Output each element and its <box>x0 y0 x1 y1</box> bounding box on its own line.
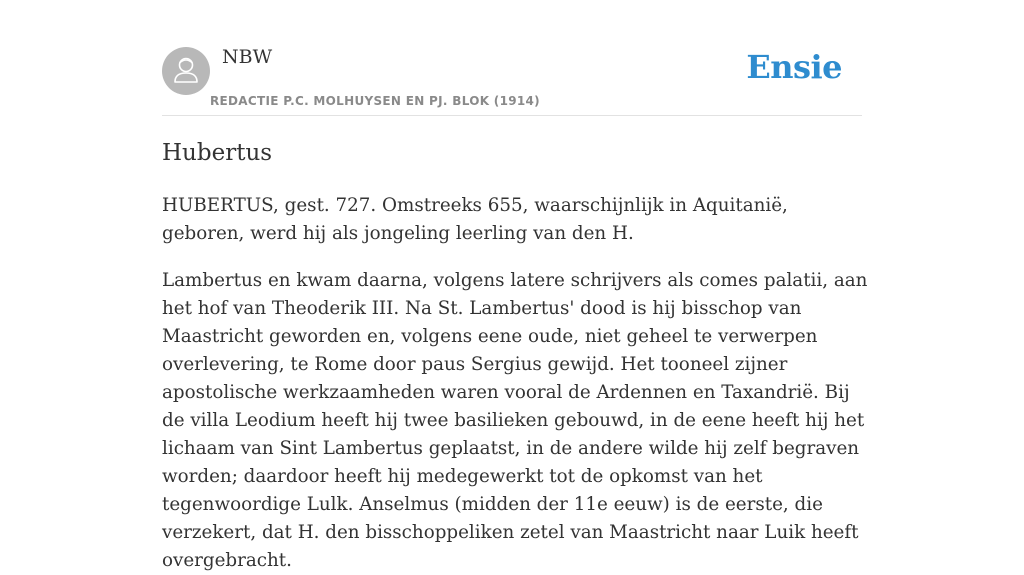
avatar[interactable] <box>162 47 210 95</box>
user-icon <box>162 47 210 95</box>
article-title: Hubertus <box>162 140 273 166</box>
article-paragraph: HUBERTUS, gest. 727. Omstreeks 655, waarschijnlijk in Aquitanië, geboren, werd hij als jongeling leerling van den H. <box>162 195 788 244</box>
author-subtitle: REDACTIE P.C. MOLHUYSEN EN PJ. BLOK (1914) <box>210 94 540 108</box>
article-header <box>162 0 862 116</box>
author-name[interactable]: NBW <box>222 46 273 68</box>
ensie-logo[interactable]: Ensie <box>746 48 842 86</box>
article-paragraph: Lambertus en kwam daarna, volgens latere schrijvers als comes palatii, aan het hof van Theoderik III. Na St. Lambertus' dood is hij bisschop van Maastricht geworden en, volgens eene oude, niet geheel te verwerpen overlevering, te Rome door paus Sergius gewijd. Het tooneel zijner apostolische werkzaamheden waren vooral de Ardennen en Taxandrië. Bij de villa Leodium heeft hij twee basilieken gebouwd, in de eene heeft hij het lichaam van Sint Lambertus geplaatst, in de andere wilde hij zelf begraven worden; daardoor heeft hij medegewerkt tot de opkomst van het tegenwoordige Lulk. Anselmus (midden der 11e eeuw) is de eerste, die verzekert, dat H. den bisschoppeliken zetel van Maastricht naar Luik heeft overgebracht. <box>162 270 868 571</box>
